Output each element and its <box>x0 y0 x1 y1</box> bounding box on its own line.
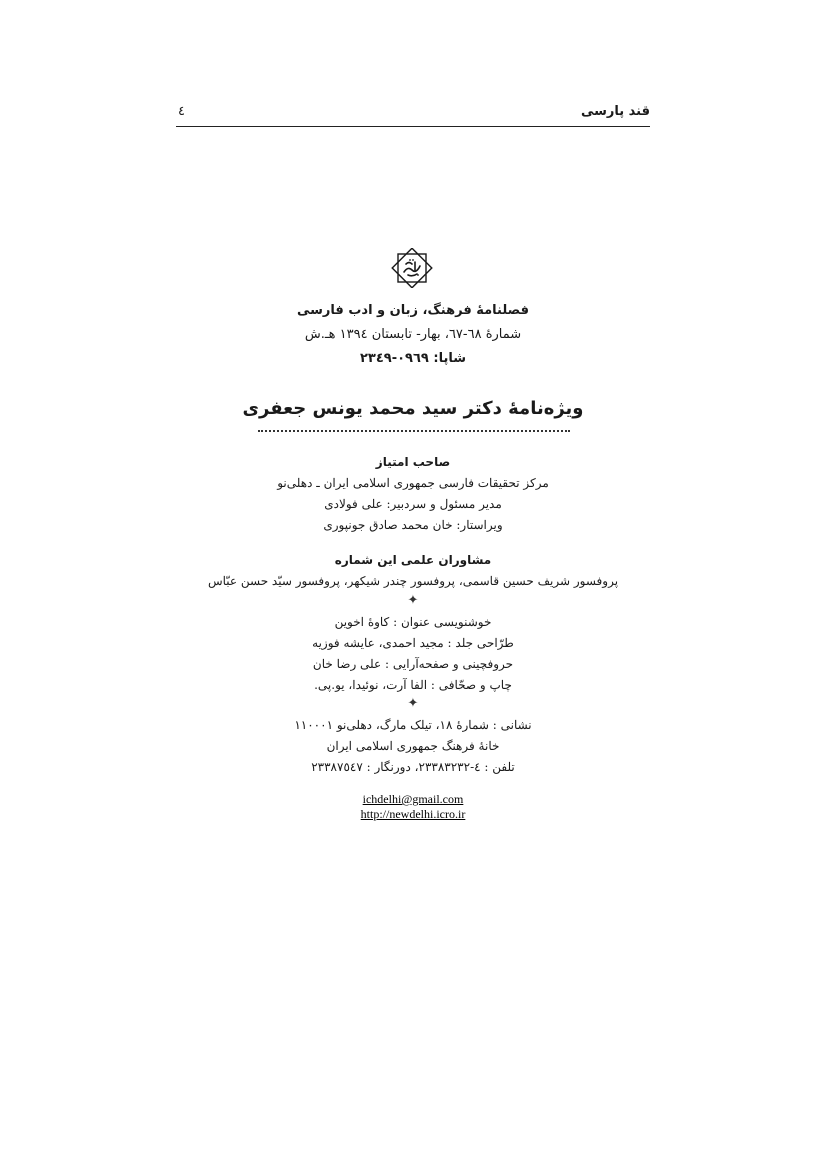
qand-e-parsi-emblem-icon <box>389 248 435 288</box>
email-link[interactable]: ichdelhi@gmail.com <box>362 792 464 806</box>
publisher-org: مرکز تحقیقات فارسی جمهوری اسلامی ایران ـ دهلی‌نو <box>277 476 549 490</box>
four-point-star-icon: ✦ <box>407 696 419 711</box>
typesetting-credit: حروفچینی و صفحه‌آرایی : علی رضا خان <box>312 657 514 671</box>
calligraphy-credit: خوشنویسی عنوان : کاوهٔ اخوین <box>334 615 492 629</box>
special-issue-title: ویژه‌نامهٔ دکتر سید محمد یونس جعفری <box>242 398 584 419</box>
publisher-heading: صاحب امتیاز <box>375 455 451 469</box>
printing-credit: چاپ و صحّافی : الفا آرت، نوئیدا، یو.پی. <box>314 678 512 692</box>
phone-fax-line: تلفن : ٤-٢٣٣٨٣٢٣٢، دورنگار : ٢٣٣٨٧٥٤٧ <box>311 760 515 774</box>
advisors-names: پروفسور شریف حسین قاسمی، پروفسور چندر شیکهر، پروفسور سیّد حسن عبّاس <box>207 574 619 588</box>
page-number: ٤ <box>178 104 185 119</box>
issn-label: شاپا: <box>433 351 467 366</box>
issue-line: شمارهٔ ٦٨-٦٧، بهار- تابستان ١٣٩٤ هـ.ش <box>304 327 522 342</box>
copy-editor-line: ویراستار: خان محمد صادق جونپوری <box>323 518 503 532</box>
editor-line: مدیر مسئول و سردبیر: علی فولادی <box>324 497 502 511</box>
issn-value: ٠٩٦٩-٢٣٤٩ <box>359 351 429 366</box>
address-line: نشانی : شمارهٔ ١٨، تیلک مارگ، دهلی‌نو ١١٠٠٠١ <box>294 718 532 732</box>
culture-house-line: خانهٔ فرهنگ جمهوری اسلامی ایران <box>326 739 500 753</box>
issn-line <box>176 351 650 366</box>
advisors-heading: مشاوران علمی این شماره <box>334 553 492 567</box>
email-link-row <box>176 792 650 807</box>
page-header <box>176 104 650 127</box>
website-link[interactable]: http://newdelhi.icro.ir <box>360 807 466 821</box>
running-title: قند پارسی <box>580 104 650 119</box>
four-point-star-icon: ✦ <box>407 593 419 608</box>
dotted-divider <box>258 430 570 432</box>
cover-design-credit: طرّاحی جلد : مجید احمدی، عایشه فوزیه <box>312 636 514 650</box>
journal-name: فصلنامهٔ فرهنگ، زبان و ادب فارسی <box>297 303 529 318</box>
website-link-row <box>176 807 650 822</box>
